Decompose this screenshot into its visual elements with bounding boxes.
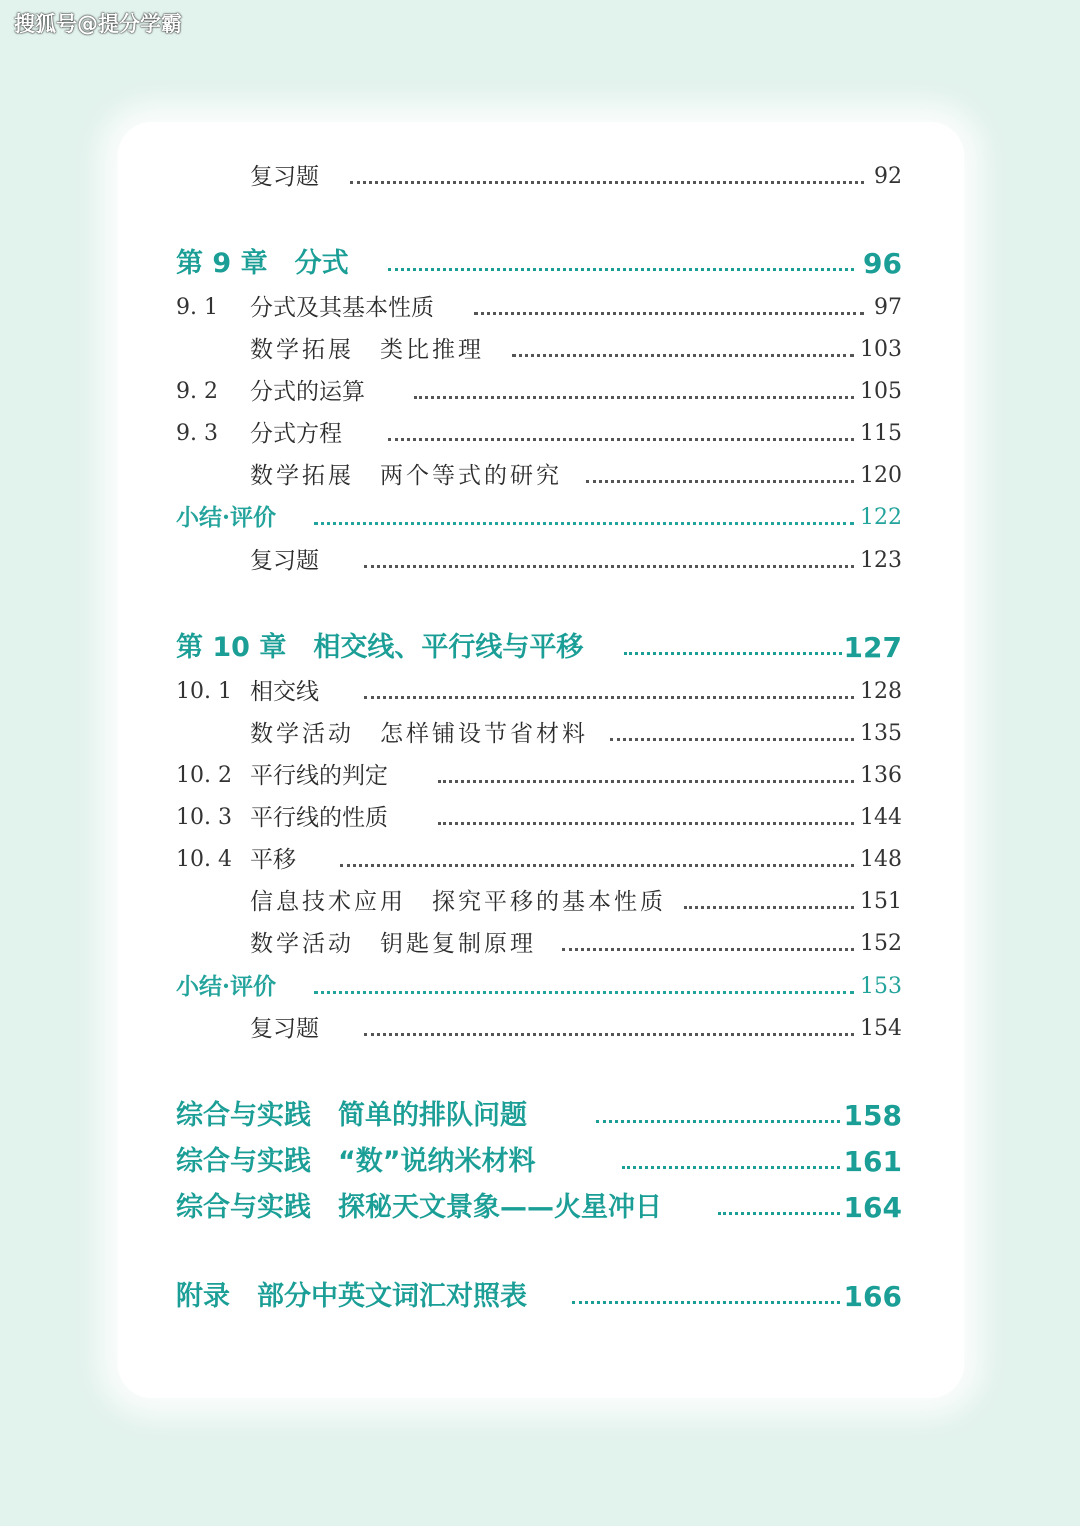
section-number: 10. 2 — [176, 763, 232, 788]
section-entry[interactable] — [0, 416, 1080, 452]
dot-leader — [364, 696, 854, 699]
entry-label: 数学拓展 类比推理 — [250, 337, 484, 363]
dot-leader — [610, 738, 854, 741]
dot-leader — [438, 822, 854, 825]
entry-label: 数学活动 钥匙复制原理 — [250, 931, 536, 957]
page-number: 103 — [860, 337, 902, 362]
dot-leader — [340, 864, 854, 867]
dot-leader — [512, 354, 854, 357]
summary-entry[interactable] — [0, 969, 1080, 1005]
entry-label: 分式的运算 — [250, 379, 365, 405]
entry-label: 平行线的性质 — [250, 805, 388, 831]
toc-entry[interactable] — [0, 332, 1080, 368]
page-number: 154 — [860, 1016, 902, 1041]
chapter-title: 第 10 章 相交线、平行线与平移 — [176, 632, 584, 663]
section-number: 9. 3 — [176, 421, 218, 446]
page-number: 144 — [860, 805, 902, 830]
page-number: 97 — [874, 295, 902, 320]
entry-label: 小结·评价 — [176, 973, 277, 1000]
practice-entry[interactable] — [0, 1190, 1080, 1226]
toc-entry[interactable] — [0, 159, 1080, 195]
entry-label: 平行线的判定 — [250, 763, 388, 789]
entry-label: 数学拓展 两个等式的研究 — [250, 463, 562, 489]
dot-leader — [364, 565, 854, 568]
section-number: 9. 1 — [176, 295, 218, 320]
entry-label: 数学活动 怎样铺设节省材料 — [250, 721, 588, 747]
dot-leader — [622, 1166, 840, 1169]
entry-label: 复习题 — [250, 164, 319, 190]
dot-leader — [314, 991, 854, 994]
dot-leader — [314, 522, 854, 525]
toc-entry[interactable] — [0, 926, 1080, 962]
page-number: 127 — [843, 631, 902, 664]
page-number: 161 — [843, 1145, 902, 1178]
page-number: 164 — [843, 1191, 902, 1224]
entry-label: 综合与实践 简单的排队问题 — [176, 1100, 527, 1131]
page-number: 148 — [860, 847, 902, 872]
summary-entry[interactable] — [0, 500, 1080, 536]
page-number: 136 — [860, 763, 902, 788]
entry-label: 信息技术应用 探究平移的基本性质 — [250, 889, 666, 915]
chapter-heading[interactable] — [0, 630, 1080, 666]
toc-entry[interactable] — [0, 458, 1080, 494]
dot-leader — [596, 1120, 840, 1123]
section-entry[interactable] — [0, 374, 1080, 410]
toc-entry[interactable] — [0, 884, 1080, 920]
page-number: 166 — [843, 1280, 902, 1313]
entry-label: 分式及其基本性质 — [250, 295, 434, 321]
section-entry[interactable] — [0, 674, 1080, 710]
section-number: 10. 1 — [176, 679, 232, 704]
entry-label: 综合与实践 “数”说纳米材料 — [176, 1146, 536, 1177]
entry-label: 相交线 — [250, 679, 319, 705]
section-number: 10. 4 — [176, 847, 232, 872]
section-entry[interactable] — [0, 842, 1080, 878]
chapter-title: 第 9 章 分式 — [176, 248, 349, 279]
dot-leader — [364, 1033, 854, 1036]
page-number: 158 — [843, 1099, 902, 1132]
dot-leader — [438, 780, 854, 783]
entry-label: 复习题 — [250, 1016, 319, 1042]
dot-leader — [562, 948, 854, 951]
page-number: 123 — [860, 548, 902, 573]
entry-label: 小结·评价 — [176, 504, 277, 531]
page-number: 92 — [874, 164, 902, 189]
toc-entry[interactable] — [0, 716, 1080, 752]
dot-leader — [474, 312, 864, 315]
entry-label: 分式方程 — [250, 421, 342, 447]
section-entry[interactable] — [0, 758, 1080, 794]
page-number: 135 — [860, 721, 902, 746]
entry-label: 附录 部分中英文词汇对照表 — [176, 1281, 527, 1312]
toc-entry[interactable] — [0, 1011, 1080, 1047]
watermark: 搜狐号@提分学霸 — [14, 12, 182, 36]
page-number: 151 — [860, 889, 902, 914]
dot-leader — [684, 906, 854, 909]
section-number: 9. 2 — [176, 379, 218, 404]
practice-entry[interactable] — [0, 1098, 1080, 1134]
page-number: 96 — [863, 247, 902, 280]
dot-leader — [586, 480, 854, 483]
page-number: 153 — [860, 974, 902, 999]
entry-label: 平移 — [250, 847, 296, 873]
chapter-heading[interactable] — [0, 246, 1080, 282]
section-number: 10. 3 — [176, 805, 232, 830]
page-number: 152 — [860, 931, 902, 956]
toc-entry[interactable] — [0, 543, 1080, 579]
dot-leader — [572, 1301, 840, 1304]
practice-entry[interactable] — [0, 1144, 1080, 1180]
dot-leader — [350, 181, 864, 184]
dot-leader — [388, 438, 854, 441]
page-number: 122 — [860, 505, 902, 530]
page-number: 105 — [860, 379, 902, 404]
entry-label: 复习题 — [250, 548, 319, 574]
section-entry[interactable] — [0, 290, 1080, 326]
dot-leader — [624, 652, 842, 655]
dot-leader — [388, 268, 854, 271]
appendix-entry[interactable] — [0, 1279, 1080, 1315]
page-number: 128 — [860, 679, 902, 704]
dot-leader — [718, 1212, 840, 1215]
page-number: 120 — [860, 463, 902, 488]
page-number: 115 — [860, 421, 902, 446]
dot-leader — [414, 396, 854, 399]
section-entry[interactable] — [0, 800, 1080, 836]
entry-label: 综合与实践 探秘天文景象——火星冲日 — [176, 1192, 662, 1223]
